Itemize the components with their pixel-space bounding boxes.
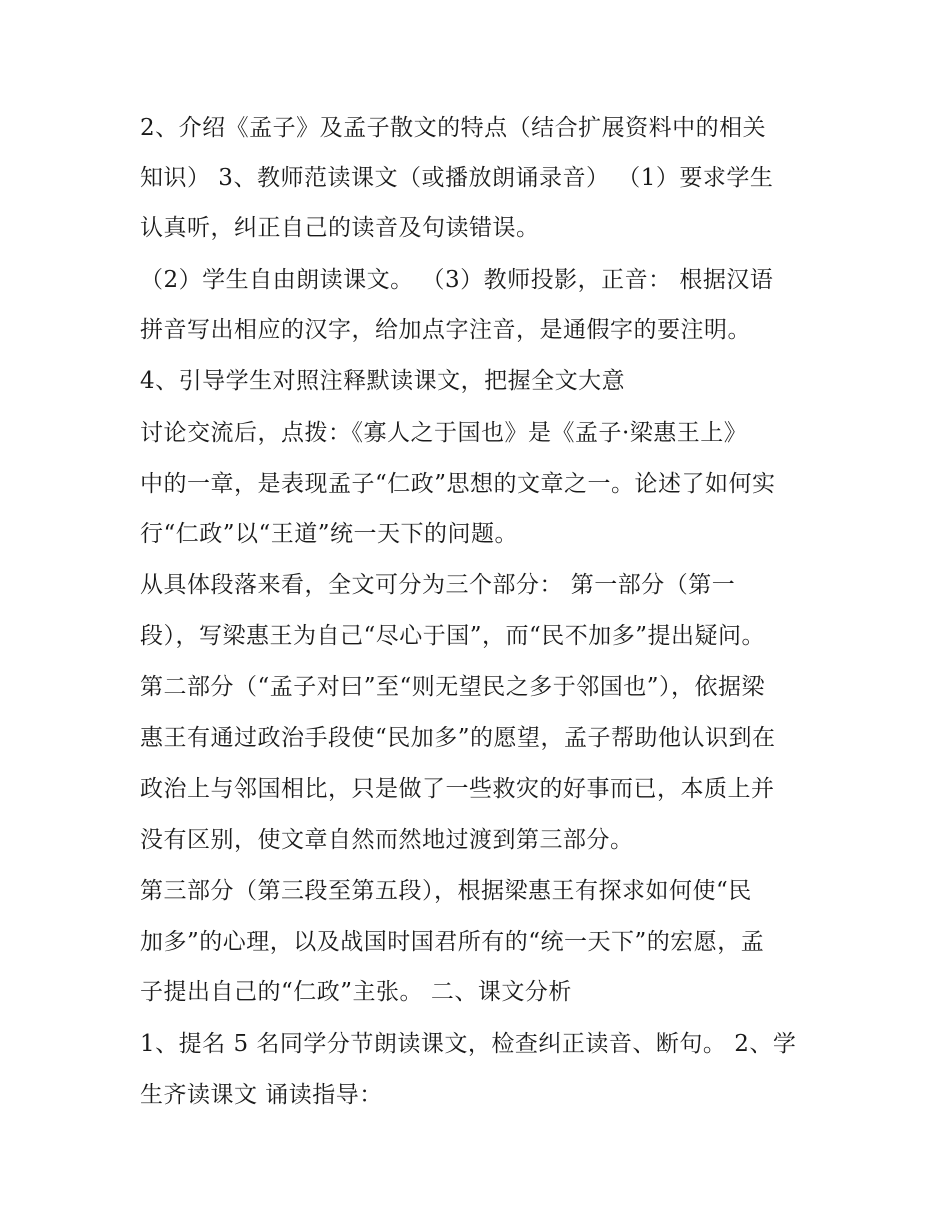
text-line: 2、介绍《孟子》及孟子散文的特点（结合扩展资料中的相关: [140, 115, 767, 141]
text-line: 生齐读课文 诵读指导：: [140, 1082, 383, 1108]
text-line: 从具体段落来看，全文可分为三个部分： 第一部分（第一: [140, 572, 736, 598]
text-line: 拼音写出相应的汉字，给加点字注音，是通假字的要注明。: [140, 317, 751, 343]
text-line: 讨论交流后，点拨：《寡人之于国也》是《孟子·梁惠王上》: [140, 420, 748, 446]
text-line: 没有区别，使文章自然而然地过渡到第三部分。: [140, 827, 634, 853]
text-line: 子提出自己的“仁政”主张。 二、课文分析: [140, 979, 572, 1005]
text-line: 加多”的心理，以及战国时国君所有的“统一天下”的宏愿，孟: [140, 929, 765, 955]
text-line: （2）学生自由朗读课文。 （3）教师投影，正音： 根据汉语: [140, 267, 774, 293]
text-line: 第二部分（“孟子对曰”至“则无望民之多于邻国也”），依据梁: [140, 674, 766, 700]
text-line: 惠王有通过政治手段使“民加多”的愿望，孟子帮助他认识到在: [140, 725, 776, 751]
text-line: 政治上与邻国相比，只是做了一些救灾的好事而已，本质上并: [140, 776, 775, 802]
text-line: 段），写梁惠王为自己“尽心于国”，而“民不加多”提出疑问。: [140, 623, 766, 649]
text-line: 1、提名 5 名同学分节朗读课文，检查纠正读音、断句。 2、学: [140, 1031, 797, 1057]
text-line: 行“仁政”以“王道”统一天下的问题。: [140, 521, 519, 547]
text-line: 中的一章，是表现孟子“仁政”思想的文章之一。论述了如何实: [140, 471, 776, 497]
text-line: 第三部分（第三段至第五段），根据梁惠王有探求如何使“民: [140, 878, 752, 904]
text-line: 知识） 3、教师范读课文（或播放朗诵录音） （1）要求学生: [140, 165, 774, 191]
text-line: 4、引导学生对照注释默读课文，把握全文大意: [140, 368, 626, 394]
text-line: 认真听，纠正自己的读音及句读错误。: [140, 215, 540, 241]
